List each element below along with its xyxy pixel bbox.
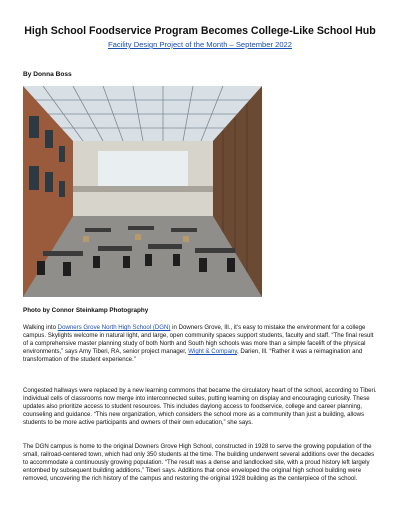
- dgn-link[interactable]: Downers Grove North High School (DGN): [57, 324, 171, 331]
- wight-company-link[interactable]: Wight & Company: [188, 348, 237, 356]
- p1-text-c: , Darien, Ill. “Rather it was a reimagination and transformation of the student experience.”: [23, 348, 363, 364]
- photo-caption: Photo by Connor Steinkamp Photography: [23, 307, 149, 314]
- paragraph-2: Congested hallways were replaced by a new learning commons that became the circulatory heart of the school, according to Tiberi. Individual cells of classrooms now merge into interconnected suites, putting learning on display and encouraging curiosity. These updates also prioritize access to student resources. This includes daylong access to foodservice, college and career planning, counseling and guidance. “This new organization, which considers the school more as a community than just a building, allows students to be more active participants and owners of their own education,” she says.: [23, 387, 377, 427]
- atrium-photo: [23, 86, 262, 297]
- article-subtitle-link[interactable]: Facility Design Project of the Month – September 2022: [107, 40, 293, 49]
- p1-text-a: Walking into: [23, 324, 58, 331]
- article-title: High School Foodservice Program Becomes College-Like School Hub: [24, 25, 376, 37]
- byline: By Donna Boss: [23, 71, 72, 78]
- paragraph-1: [23, 324, 379, 364]
- p1-text-b: in Downers Grove, Ill., it’s easy to mistake the environment for a college campus. Skylights welcome in natural light, and large, open community spaces support students, faculty and staff. “The final result of a comprehensive master planning study of both North and South high schools was more than a simple facelift of the physical environments,” says Amy Tiberi, RA, senior project manager,: [23, 324, 374, 356]
- paragraph-3: The DGN campus is home to the original Downers Grove High School, constructed in 1928 to serve the growing population of the small, railroad-centered town, which had only 350 students at the time. The building underwent several additions over the decades to accommodate a continuously growing population. “The result was a dense and landlocked site, with a proud history left largely entombed by subsequent building additions,” Tiberi says. Additions that once enveloped the original high school building were removed, uncovering the rich history of the campus and restoring the original 1928 building as the centerpiece of the school.: [23, 443, 375, 483]
- atrium-illustration: [23, 86, 262, 297]
